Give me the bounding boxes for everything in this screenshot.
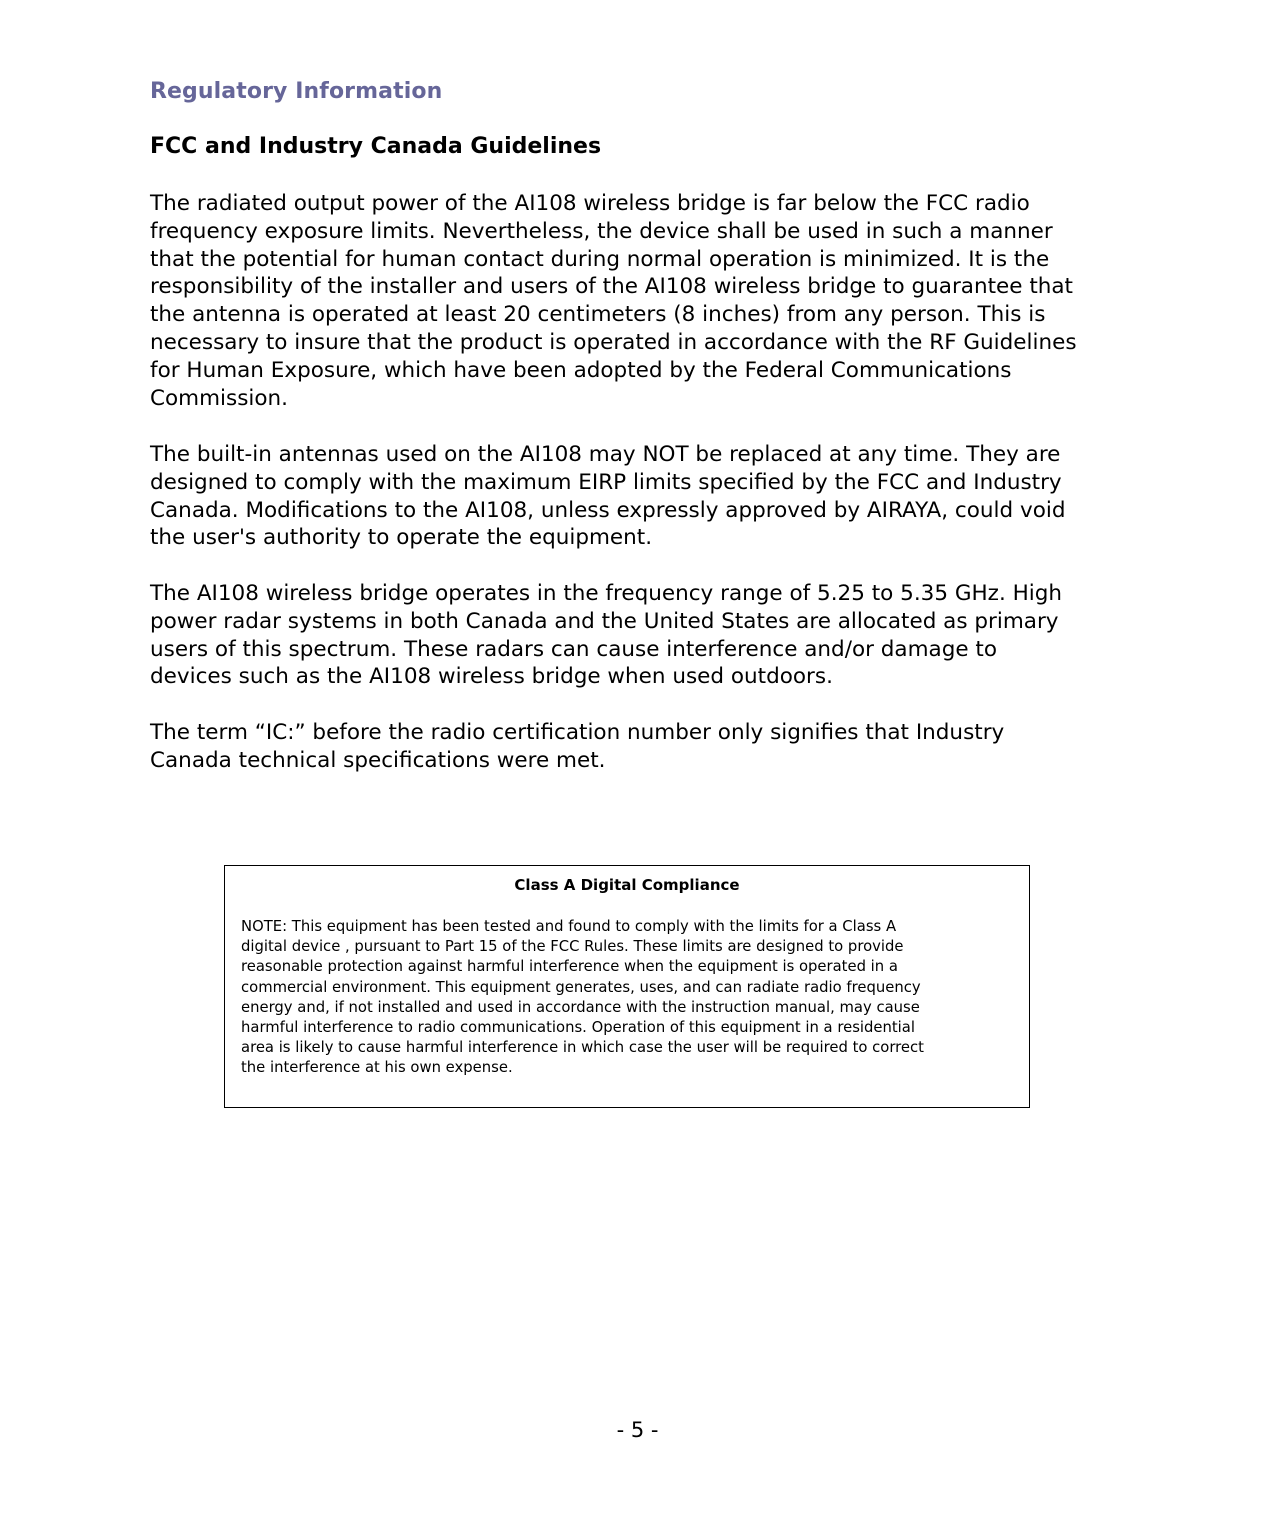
paragraph-frequency-range [150, 580, 1160, 691]
compliance-line: harmful interference to radio communications. Operation of this equipment in a residential [241, 1019, 915, 1037]
class-a-compliance-box [224, 865, 1030, 1108]
paragraph-rf-exposure [150, 190, 1160, 412]
page-number: - 5 - [616, 1418, 659, 1442]
compliance-line: commercial environment. This equipment generates, uses, and can radiate radio frequency [241, 978, 921, 996]
paragraph-line: Commission. [150, 385, 289, 411]
compliance-line: NOTE: This equipment has been tested and found to comply with the limits for a Class A [241, 918, 897, 935]
paragraph-line: necessary to insure that the product is operated in accordance with the RF Guidelines [150, 329, 1077, 355]
paragraph-line: The built-in antennas used on the AI108 may NOT be replaced at any time. They are [150, 442, 1061, 467]
paragraph-line: designed to comply with the maximum EIRP limits specified by the FCC and Industry [150, 469, 1062, 495]
paragraph-line: users of this spectrum. These radars can cause interference and/or damage to [150, 636, 998, 662]
paragraph-ic-term [150, 719, 1160, 775]
paragraph-line: frequency exposure limits. Nevertheless, the device shall be used in such a manner [150, 218, 1053, 244]
paragraph-line: the antenna is operated at least 20 centimeters (8 inches) from any person. This is [150, 302, 1046, 328]
compliance-box-title: Class A Digital Compliance [514, 876, 740, 894]
compliance-box-text [241, 917, 1021, 1079]
paragraph-line: for Human Exposure, which have been adopted by the Federal Communications [150, 357, 1012, 383]
paragraph-line: The AI108 wireless bridge operates in the frequency range of 5.25 to 5.35 GHz. High [150, 581, 1063, 606]
paragraph-line: Canada technical specifications were met. [150, 747, 606, 773]
compliance-line: the interference at his own expense. [241, 1059, 513, 1077]
compliance-line: area is likely to cause harmful interference in which case the user will be required to correct [241, 1039, 924, 1057]
paragraph-line: that the potential for human contact during normal operation is minimized. It is the [150, 246, 1050, 272]
section-title: Regulatory Information [150, 79, 443, 104]
paragraph-line: the user's authority to operate the equipment. [150, 525, 653, 551]
paragraph-line: Canada. Modifications to the AI108, unless expressly approved by AIRAYA, could void [150, 497, 1066, 523]
compliance-line: digital device , pursuant to Part 15 of the FCC Rules. These limits are designed to provide [241, 938, 904, 956]
compliance-line: energy and, if not installed and used in accordance with the instruction manual, may cause [241, 998, 920, 1016]
paragraph-line: responsibility of the installer and users of the AI108 wireless bridge to guarantee that [150, 274, 1073, 300]
compliance-line: reasonable protection against harmful interference when the equipment is operated in a [241, 958, 898, 976]
paragraph-line: The radiated output power of the AI108 wireless bridge is far below the FCC radio [150, 191, 1030, 216]
subsection-title: FCC and Industry Canada Guidelines [150, 134, 602, 159]
paragraph-line: The term “IC:” before the radio certification number only signifies that Industry [150, 720, 1005, 745]
paragraph-line: devices such as the AI108 wireless bridge when used outdoors. [150, 664, 833, 690]
paragraph-line: power radar systems in both Canada and the United States are allocated as primary [150, 608, 1059, 634]
paragraph-antennas [150, 441, 1160, 552]
